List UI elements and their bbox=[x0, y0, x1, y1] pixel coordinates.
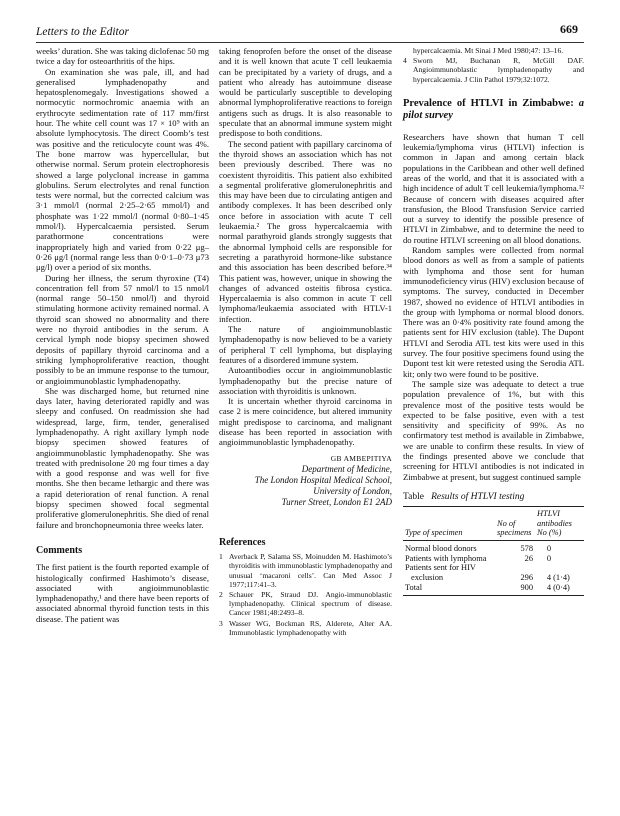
paragraph: Autoantibodies occur in angioimmunoblastic lymphadenopathy but the precise nature of association with thyroiditis is unknown. bbox=[219, 365, 392, 396]
header-rule bbox=[36, 42, 584, 43]
affiliation-line: Turner Street, London E1 2AD bbox=[281, 496, 392, 507]
article-title: Prevalence of HTLVI in Zimbabwe: a pilot survey bbox=[403, 97, 584, 121]
table-row: Total 900 4 (0·4) bbox=[403, 583, 584, 595]
paragraph: During her illness, the serum thyroxine (T4) concentration fell from 57 nmol/l to 15 nmol/l (normal range 50–150 nmol/l) and thyroid stimulating hormone activity remained normal. A thyroid scan showed no abnormality and there were no thyroid antibodies in the serum. A cervical lymph node biopsy specimen showed deposits of papillary thyroid carcinoma and a striking lymphoproliferative reaction, thought possibly to be an immune response to the tumour, or angioimmunoblastic lymphadenopathy. bbox=[36, 272, 209, 386]
reference-item: 3 Wasser WG, Bockman RS, Alderete, Alter AA. Immunoblastic lymphadenopathy with bbox=[219, 618, 392, 637]
paragraph: weeks’ duration. She was taking diclofenac 50 mg twice a day for osteoarthritis of the hips. bbox=[36, 46, 209, 67]
author-name: GB AMBEPITIYA bbox=[330, 453, 392, 463]
paragraph: The first patient is the fourth reported example of histologically confirmed Hashimoto’s disease, associated with angioimmunoblastic lymphadenopathy,¹ and there have been reports of associated abnormal thyroid function tests in this disease. The patient was bbox=[36, 562, 209, 624]
affiliation-line: The London Hospital Medical School, bbox=[254, 474, 392, 485]
results-table bbox=[403, 506, 584, 595]
reference-item: 2 Schauer PK, Straud DJ. Angio-immunoblastic lymphadenopathy. Clinical spectrum of disease. Cancer 1981;48:2493–8. bbox=[219, 589, 392, 618]
table-row: Normal blood donors 578 0 bbox=[405, 543, 551, 553]
column-1 bbox=[36, 46, 209, 624]
paragraph: She was discharged home, but returned nine days later, having deteriorated rapidly and was sleepy and confused. On readmission she had widespread, large, firm, tender, generalised lymphadenopathy. A right axillary lymph node biopsy specimen showed features of angioimmunoblastic lymphadenopathy. She was treated with prednisolone 20 mg four times a day with a good response and was well for five months. She then became lethargic and there was a rapid deterioration of renal function. A renal biopsy specimen showed focal segmental proliferative glomerulonephritis. She died of renal failure and bronchopneumonia three weeks later. bbox=[36, 385, 209, 530]
references-heading: References bbox=[219, 536, 266, 548]
column-3 bbox=[403, 46, 584, 596]
affiliation-line: University of London, bbox=[313, 485, 392, 496]
col-header-antibodies: HTLVI antibodies No (%) bbox=[535, 507, 584, 541]
reference-item: hypercalcaemia. Mt Sinai J Med 1980;47: 13–16. bbox=[413, 46, 564, 55]
paragraph: It is uncertain whether thyroid carcinoma in case 2 is mere coincidence, but altered immunity might predispose to carcinoma, and malignant disease has been reported in association with angioimmunoblastic lymphadenopathy. bbox=[219, 396, 392, 448]
paragraph: taking fenoprofen before the onset of the disease and it is well known that acute T cell leukaemia can be precipitated by a variety of drugs, and a patient who already has autoimmune disease would be particularly susceptible to developing abnormal lymphoproliferative reactions to foreign antigens such as drugs. It is also reasonable to speculate that an abnormal immune system might predispose to both conditions. bbox=[219, 46, 392, 139]
paragraph: Random samples were collected from normal blood donors as well as from a sample of patients with lymphoma and those sent for human immunodeficiency virus (HIV) exclusion because of symptoms. The survey, conducted in December 1987, showed no evidence of HTLVI antibodies in the group with lymphoma or normal blood donors. There was an 0·4% positivity rate found among the patients sent for HIV exclusion (table). The Dupont HTLVI and Serodia ATL test kits were used in this survey. The four positive specimens found using the Dupont test kit were retested using the Serodia ATL kit; only two were found to be positive. bbox=[403, 245, 584, 379]
author-signature bbox=[219, 454, 392, 508]
paragraph: Researchers have shown that human T cell leukemia/lymphoma virus (HTLVI) infection is common in Japan and among certain black populations in the Caribbean and other well defined areas of the world, and that it is associated with a high incidence of adult T cell leukemia/lymphoma.¹² Because of concern with diseases acquired after transfusion, the Blood Transfusion Service carried out a survey to identify the possible presence of HTLVI in Zimbabwe, and to determine the need to do routine HTLVI screening on all blood donations. bbox=[403, 131, 584, 245]
table-caption: Table Results of HTLVI testing bbox=[403, 491, 525, 502]
references-list bbox=[219, 552, 392, 637]
paragraph: The second patient with papillary carcinoma of the thyroid shows an association which has not been previously described. There was no coexistent thyroiditis. This patient also exhibited a segmental proliferative glomerulonephritis and this may have been due to circulating antigen and antibody complexes. It has been described only once before in association with acute T cell leukaemia.² The gross hypercalcaemia with normal parathyroid glands strongly suggests that the abnormal lymphoid cells are responsible for secreting a parathyroid hormone-like substance and this association has been described before.³⁴ This patient was, however, unique in showing the changes of advanced osteitis fibrosa cystica. Hypercalaemia is also common in acute T cell lymphoma/leukaemia associated with HTLV-1 infection. bbox=[219, 138, 392, 324]
paragraph: On examination she was pale, ill, and had generalised lymphadenopathy and hepatosplenomegaly. Investigations showed a normocytic normochromic anaemia with an erythrocyte sedimentation rate of 117 mm/first hour. The white cell count was 17 × 10⁹ with an absolute lymphocytosis. The direct Coomb’s test was positive and the reticulocyte count was 4%. The bone marrow was hypercellular, but otherwise normal. Serum protein electrophoresis showed a large polyclonal increase in gamma globulins. Serum electrolytes and renal function tests were normal, but the corrected calcium was 3·1 mmol/l (normal 2·25–2·65 mmol/l) and phosphate was 1·22 mmol/l (normal 0·80–1·45 mmol/l). Hypercalcaemia persisted. Serum parathormone concentrations were inappropriately high and varied from 0·22 μg–0·26 μg/l (normal range less than 0·0·1–0·73 μ73 μg/l) over a period of six months. bbox=[36, 66, 209, 273]
col-header-no: No of specimens bbox=[495, 507, 535, 541]
table-row: exclusion 296 4 (1·4) bbox=[411, 573, 570, 583]
table-row: Patients with lymphoma 26 0 bbox=[405, 553, 551, 563]
col-header-type: Type of specimen bbox=[403, 507, 495, 541]
paragraph: The sample size was adequate to detect a true population prevalence of 1%, but with this prevalence most of the positive tests would be expected to be false positive, even with a test sensitivity and specificity of 99%. As no confirmatory test method is available in Zimbabwe, we are unable to confirm these results. In view of the findings presented above we conclude that screening for HTLVI antibodies is not indicated in Zimbabwe at present, but suggest continued sample bbox=[403, 378, 584, 482]
references-continued bbox=[403, 46, 584, 84]
page-number: 669 bbox=[560, 22, 578, 36]
reference-item: 1 Averback P, Salama SS, Moinudden M. Hashimoto’s thyroiditis with immunoblastic lymphadenopathy and unusual ‘macaroni cells’. Can Med Assoc J 1977;117:41–3. bbox=[219, 552, 392, 589]
column-2 bbox=[219, 46, 392, 638]
comments-heading: Comments bbox=[36, 544, 83, 556]
paragraph: The nature of angioimmunoblastic lymphadenopathy is now believed to be a variety of peripheral T cell lymphoma, but displaying features of a disordered immune system. bbox=[219, 324, 392, 365]
table-row: Patients sent for HIV bbox=[405, 563, 476, 573]
reference-item: 4 Sworn MJ, Buchanan R, McGill DAF. Angioimmunoblastic lymphadenopathy and hypercalcaemia. J Clin Pathol 1979;32:1072. bbox=[403, 56, 584, 84]
affiliation-line: Department of Medicine, bbox=[301, 463, 392, 474]
running-header: Letters to the Editor bbox=[36, 26, 129, 38]
